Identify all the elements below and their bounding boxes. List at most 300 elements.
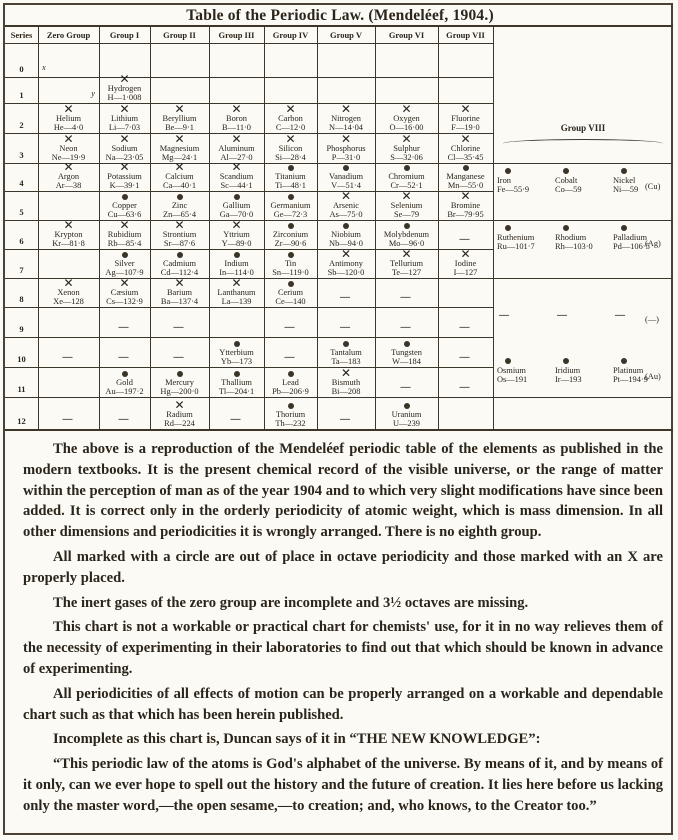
properly-placed-x-icon: ✕: [231, 160, 242, 174]
element-name: Niobium: [331, 230, 361, 239]
element-name: Rubidium: [107, 230, 142, 239]
element-symbol-weight: Al—27·0: [220, 153, 253, 162]
element-cell: [101, 162, 148, 190]
element-cell: [266, 278, 315, 306]
element-cell: [211, 104, 262, 132]
element-cell: [319, 368, 373, 396]
properly-placed-x-icon: ✕: [174, 276, 185, 290]
element-cell: [152, 191, 207, 219]
properly-placed-x-icon: ✕: [460, 132, 471, 146]
element-name: Lithium: [111, 114, 138, 123]
element-name: Iron: [497, 176, 511, 185]
element-symbol-weight: V—51·4: [331, 181, 361, 190]
element-symbol-weight: He—4·0: [53, 123, 84, 132]
out-of-place-circle-icon: [266, 162, 315, 172]
element-name: Argon: [57, 172, 80, 181]
element-name: Tin: [284, 259, 297, 268]
element-cell: [266, 162, 315, 190]
element-name: Barium: [166, 288, 193, 297]
properly-placed-x-icon: ✕: [285, 102, 296, 116]
element-name: Potassium: [107, 172, 142, 181]
element-cell: [555, 357, 582, 384]
element-cell: [266, 104, 315, 132]
paragraph: This chart is not a workable or practical chart for chemists' use, for it in no way relieves them of the necessity of experimenting in their laboratories to find out that which should be known in advance of experimenting.: [23, 619, 663, 677]
properly-placed-x-icon: ✕: [174, 160, 185, 174]
element-symbol-weight: P—31·0: [331, 153, 361, 162]
properly-placed-x-icon: ✕: [63, 132, 74, 146]
properly-placed-x-icon: ✕: [119, 132, 130, 146]
element-symbol-weight: Ge—72·3: [273, 210, 308, 219]
element-name: Cobalt: [555, 176, 578, 185]
element-cell: [555, 167, 582, 194]
out-of-place-circle-icon: [621, 358, 627, 364]
out-of-place-circle-icon: [266, 278, 315, 288]
element-symbol-weight: Rb—85·4: [107, 239, 142, 248]
element-symbol-weight: Zr—90·6: [274, 239, 307, 248]
empty-dash: —: [499, 310, 509, 321]
column-header: Group V: [329, 30, 363, 40]
element-cell: [101, 368, 148, 396]
empty-dash: —: [459, 322, 470, 333]
element-symbol-weight: Te—127: [391, 268, 422, 277]
element-cell: [440, 249, 491, 277]
element-name: Tungsten: [391, 348, 422, 357]
out-of-place-circle-icon: [505, 225, 511, 231]
column-header: Group I: [109, 30, 140, 40]
element-name: Silver: [114, 259, 135, 268]
properly-placed-x-icon: ✕: [460, 102, 471, 116]
properly-placed-x-icon: ✕: [401, 247, 412, 261]
element-symbol-weight: Ag—107·9: [105, 268, 144, 277]
element-symbol-weight: Hg—200·0: [160, 387, 199, 396]
element-cell: [319, 134, 373, 162]
element-symbol-weight: Y—89·0: [221, 239, 252, 248]
out-of-place-circle-icon: [266, 400, 315, 410]
properly-placed-x-icon: ✕: [340, 366, 352, 380]
out-of-place-circle-icon: [621, 168, 627, 174]
element-cell: [266, 400, 315, 428]
series-number: 9: [19, 324, 24, 334]
element-name: Carbon: [278, 114, 303, 123]
paragraph: The inert gases of the zero group are incomplete and 3½ octaves are missing.: [53, 594, 529, 611]
out-of-place-circle-icon: [211, 249, 262, 259]
element-name: Zinc: [171, 201, 188, 210]
properly-placed-x-icon: ✕: [174, 398, 185, 412]
quote: “This periodic law of the atoms is God's alphabet of the universe. By means of it, and by means of it only, can we ever hope to spell out the history and the future of creation. It lies here before us lacking only the master word,—the open sesame,—to creation; and, who knows, to the Creator too.”: [23, 756, 663, 814]
series-number: 10: [17, 354, 26, 364]
element-symbol-weight: Rh—103·0: [555, 242, 593, 251]
out-of-place-circle-icon: [377, 400, 436, 410]
out-of-place-circle-icon: [563, 358, 569, 364]
element-cell: [266, 134, 315, 162]
element-symbol-weight: Sb—120·0: [327, 268, 365, 277]
empty-dash: —: [230, 414, 241, 425]
element-symbol-weight: Zn—65·4: [162, 210, 197, 219]
element-name: Ytterbium: [219, 348, 254, 357]
group8-divider: [493, 163, 673, 164]
element-cell: [152, 104, 207, 132]
element-symbol-weight: Ni—59: [613, 185, 639, 194]
empty-dash: —: [173, 322, 184, 333]
element-name: Beryllium: [162, 114, 197, 123]
element-cell: [40, 104, 97, 132]
element-symbol-weight: Sr—87·6: [163, 239, 196, 248]
element-name: Yttrium: [223, 230, 250, 239]
group8-note: (Ag): [645, 239, 661, 248]
properly-placed-x-icon: ✕: [231, 132, 242, 146]
element-symbol-weight: La—139: [221, 297, 252, 306]
element-symbol-weight: Br—79·95: [447, 210, 484, 219]
element-name: Sulphur: [393, 144, 420, 153]
element-symbol-weight: I—127: [453, 268, 478, 277]
out-of-place-circle-icon: [266, 220, 315, 230]
element-symbol-weight: Cs—132·9: [106, 297, 143, 306]
properly-placed-x-icon: ✕: [460, 247, 471, 261]
element-cell: [613, 167, 638, 194]
element-cell: [211, 134, 262, 162]
element-cell: [319, 191, 373, 219]
element-cell: [377, 249, 436, 277]
element-cell: [440, 104, 491, 132]
properly-placed-x-icon: ✕: [63, 276, 74, 290]
out-of-place-circle-icon: [377, 220, 436, 230]
properly-placed-x-icon: ✕: [119, 160, 130, 174]
series-number: 3: [19, 150, 24, 160]
empty-dash: —: [459, 234, 470, 245]
group8-divider: [493, 397, 673, 398]
element-name: Arsenic: [332, 201, 360, 210]
element-name: Hydrogen: [107, 84, 142, 93]
element-cell: [211, 368, 262, 396]
element-name: Uranium: [391, 410, 422, 419]
properly-placed-x-icon: ✕: [231, 102, 242, 116]
element-name: Strontium: [162, 230, 197, 239]
element-name: Titanium: [275, 172, 306, 181]
element-symbol-weight: Ne—19·9: [51, 153, 86, 162]
empty-dash: —: [459, 382, 470, 393]
element-cell: [266, 368, 315, 396]
group8-note: (—): [645, 315, 659, 324]
element-symbol-weight: O—16·00: [389, 123, 424, 132]
element-name: Magnesium: [159, 144, 200, 153]
column-divider: [375, 25, 376, 429]
out-of-place-circle-icon: [101, 249, 148, 259]
element-name: Nickel: [613, 176, 636, 185]
paragraph: All periodicities of all effects of motion can be properly arranged on a workable and dependable chart such as that which has been herein published.: [23, 685, 663, 723]
element-cell: [40, 162, 97, 190]
column-header: Group II: [163, 30, 196, 40]
element-symbol-weight: H—1·008: [107, 93, 142, 102]
element-cell: [101, 134, 148, 162]
element-cell: [101, 104, 148, 132]
element-name: Vanadium: [329, 172, 363, 181]
series-number: 11: [17, 384, 26, 394]
element-cell: [497, 167, 529, 194]
title-divider: [5, 25, 673, 27]
element-cell: [152, 368, 207, 396]
element-symbol-weight: Ta—183: [331, 357, 361, 366]
element-name: Helium: [55, 114, 82, 123]
element-symbol-weight: Bi—208: [331, 387, 361, 396]
properly-placed-x-icon: ✕: [63, 160, 74, 174]
properly-placed-x-icon: ✕: [174, 102, 185, 116]
element-symbol-weight: Cl—35·45: [447, 153, 484, 162]
element-name: Rhodium: [555, 233, 587, 242]
empty-dash: —: [62, 414, 73, 425]
element-cell: [40, 278, 97, 306]
element-name: Krypton: [54, 230, 83, 239]
element-name: Calcium: [165, 172, 194, 181]
element-symbol-weight: Li—7·03: [108, 123, 141, 132]
element-symbol-weight: N—14·04: [329, 123, 363, 132]
series-number: 5: [19, 207, 24, 217]
out-of-place-circle-icon: [319, 220, 373, 230]
out-of-place-circle-icon: [377, 162, 436, 172]
element-cell: [211, 220, 262, 248]
element-symbol-weight: Pd—106·5: [613, 242, 650, 251]
element-cell: [440, 162, 491, 190]
properly-placed-x-icon: ✕: [119, 218, 130, 232]
empty-dash: —: [340, 414, 350, 425]
column-divider: [264, 25, 265, 429]
element-cell: [101, 191, 148, 219]
element-symbol-weight: Os—191: [497, 375, 528, 384]
element-symbol-weight: Sc—44·1: [220, 181, 253, 190]
element-name: Platinum: [613, 366, 644, 375]
element-symbol-weight: C—12·0: [275, 123, 306, 132]
empty-dash: —: [400, 292, 411, 303]
element-name: Germanium: [270, 201, 311, 210]
element-name: Palladium: [613, 233, 647, 242]
element-name: Silicon: [278, 144, 303, 153]
table-bottom-border: [5, 429, 673, 431]
properly-placed-x-icon: ✕: [63, 218, 74, 232]
out-of-place-circle-icon: [152, 249, 207, 259]
out-of-place-circle-icon: [211, 368, 262, 378]
out-of-place-circle-icon: [266, 191, 315, 201]
empty-dash: —: [284, 352, 295, 363]
column-divider: [317, 25, 318, 429]
row-divider: [5, 307, 493, 308]
out-of-place-circle-icon: [319, 162, 373, 172]
commentary: [23, 439, 663, 821]
series-number: 1: [19, 90, 24, 100]
element-cell: [40, 220, 97, 248]
properly-placed-x-icon: ✕: [340, 247, 352, 261]
empty-dash: —: [62, 352, 73, 363]
element-name: Indium: [224, 259, 249, 268]
element-symbol-weight: Ce—140: [275, 297, 306, 306]
element-symbol-weight: Pb—206·9: [272, 387, 309, 396]
element-symbol-weight: Ti—48·1: [275, 181, 306, 190]
group8-note: (Cu): [645, 182, 661, 191]
series-number: 0: [19, 64, 24, 74]
element-cell: [319, 162, 373, 190]
series-marker: x: [42, 63, 46, 72]
series-number: 6: [19, 236, 24, 246]
element-cell: [497, 224, 535, 251]
row-divider: [5, 397, 493, 398]
element-name: Bismuth: [331, 378, 361, 387]
element-cell: [440, 191, 491, 219]
element-cell: [152, 220, 207, 248]
element-cell: [266, 191, 315, 219]
element-symbol-weight: Ar—38: [55, 181, 82, 190]
out-of-place-circle-icon: [377, 338, 436, 348]
paragraph: Incomplete as this chart is, Duncan says of it in “THE NEW KNOWLEDGE”:: [53, 731, 541, 748]
element-symbol-weight: As—75·0: [329, 210, 363, 219]
element-name: Tellurium: [390, 259, 423, 268]
out-of-place-circle-icon: [319, 338, 373, 348]
element-name: Gallium: [222, 201, 251, 210]
element-cell: [101, 220, 148, 248]
element-cell: [377, 220, 436, 248]
element-name: Osmium: [497, 366, 526, 375]
element-symbol-weight: Cd—112·4: [160, 268, 199, 277]
element-symbol-weight: B—11·0: [221, 123, 251, 132]
series-number: 4: [19, 178, 24, 188]
element-symbol-weight: F—19·0: [451, 123, 480, 132]
out-of-place-circle-icon: [621, 225, 627, 231]
element-name: Antimony: [329, 259, 363, 268]
element-cell: [101, 74, 148, 102]
element-cell: [101, 249, 148, 277]
element-symbol-weight: Xe—128: [53, 297, 84, 306]
empty-dash: —: [284, 322, 295, 333]
element-name: Chlorine: [450, 144, 481, 153]
series-marker: y: [91, 89, 95, 98]
properly-placed-x-icon: ✕: [460, 189, 471, 203]
properly-placed-x-icon: ✕: [63, 102, 74, 116]
element-symbol-weight: Mg—24·1: [161, 153, 198, 162]
properly-placed-x-icon: ✕: [401, 132, 412, 146]
element-cell: [319, 338, 373, 366]
column-header: Group III: [218, 30, 255, 40]
element-symbol-weight: W—184: [392, 357, 421, 366]
out-of-place-circle-icon: [505, 168, 511, 174]
column-divider: [99, 25, 100, 429]
element-name: Ruthenium: [497, 233, 535, 242]
column-divider: [493, 25, 494, 429]
column-header: Group IV: [272, 30, 309, 40]
element-name: Iodine: [454, 259, 477, 268]
properly-placed-x-icon: ✕: [174, 132, 185, 146]
element-cell: [266, 220, 315, 248]
element-name: Gold: [116, 378, 133, 387]
element-name: Tantalum: [330, 348, 362, 357]
element-name: Copper: [112, 201, 137, 210]
element-name: Radium: [166, 410, 193, 419]
out-of-place-circle-icon: [101, 368, 148, 378]
element-name: Phosphorus: [326, 144, 366, 153]
periodic-table-page: [3, 3, 673, 835]
row-divider: [5, 77, 493, 78]
element-cell: [211, 249, 262, 277]
element-name: Aluminum: [218, 144, 255, 153]
element-name: Boron: [226, 114, 247, 123]
out-of-place-circle-icon: [505, 358, 511, 364]
element-symbol-weight: Mo—96·0: [388, 239, 425, 248]
element-symbol-weight: Ca—40·1: [162, 181, 197, 190]
element-cell: [211, 191, 262, 219]
element-cell: [101, 278, 148, 306]
element-symbol-weight: Ir—193: [555, 375, 582, 384]
empty-dash: —: [459, 352, 470, 363]
properly-placed-x-icon: ✕: [231, 218, 242, 232]
group8-divider: [493, 278, 673, 279]
element-symbol-weight: Cu—63·6: [107, 210, 142, 219]
element-symbol-weight: Cr—52·1: [390, 181, 423, 190]
column-header: Zero Group: [46, 30, 91, 40]
out-of-place-circle-icon: [266, 249, 315, 259]
element-symbol-weight: U—239: [393, 419, 420, 428]
properly-placed-x-icon: ✕: [401, 102, 412, 116]
properly-placed-x-icon: ✕: [119, 276, 130, 290]
element-cell: [377, 338, 436, 366]
element-name: Nitrogen: [331, 114, 361, 123]
column-header: Group VII: [446, 30, 485, 40]
element-cell: [152, 134, 207, 162]
properly-placed-x-icon: ✕: [340, 102, 352, 116]
element-name: Iridium: [555, 366, 581, 375]
out-of-place-circle-icon: [563, 168, 569, 174]
element-symbol-weight: Ba—137·4: [160, 297, 199, 306]
element-name: Cadmium: [162, 259, 197, 268]
element-symbol-weight: Mn—55·0: [447, 181, 484, 190]
column-header: Series: [10, 30, 33, 40]
element-cell: [40, 134, 97, 162]
empty-dash: —: [118, 414, 129, 425]
element-name: Xenon: [57, 288, 80, 297]
element-symbol-weight: Th—232: [275, 419, 306, 428]
element-name: Oxygen: [393, 114, 420, 123]
empty-dash: —: [118, 352, 129, 363]
element-cell: [319, 249, 373, 277]
element-name: Chromium: [388, 172, 425, 181]
out-of-place-circle-icon: [211, 191, 262, 201]
properly-placed-x-icon: ✕: [119, 72, 130, 86]
element-symbol-weight: Fe—55·9: [497, 185, 530, 194]
element-name: Lanthanum: [217, 288, 256, 297]
element-name: Bromine: [450, 201, 481, 210]
element-cell: [152, 249, 207, 277]
series-number: 7: [19, 265, 24, 275]
element-name: Selenium: [390, 201, 423, 210]
series-number: 8: [19, 294, 24, 304]
element-symbol-weight: Kr—81·8: [52, 239, 85, 248]
column-divider: [438, 25, 439, 429]
empty-dash: —: [118, 322, 129, 333]
element-name: Cæsium: [110, 288, 139, 297]
element-name: Thallium: [221, 378, 252, 387]
properly-placed-x-icon: ✕: [231, 276, 242, 290]
element-cell: [211, 338, 262, 366]
out-of-place-circle-icon: [152, 191, 207, 201]
empty-dash: —: [557, 310, 567, 321]
element-name: Fluorine: [451, 114, 480, 123]
element-cell: [152, 400, 207, 428]
empty-dash: —: [400, 382, 411, 393]
element-name: Zirconium: [272, 230, 309, 239]
element-cell: [377, 162, 436, 190]
element-cell: [266, 249, 315, 277]
element-symbol-weight: Ru—101·7: [497, 242, 535, 251]
element-symbol-weight: Na—23·05: [105, 153, 144, 162]
paragraph: All marked with a circle are out of place in octave periodicity and those marked with an X are properly placed.: [23, 548, 663, 586]
empty-dash: —: [615, 310, 625, 321]
properly-placed-x-icon: ✕: [174, 218, 185, 232]
element-symbol-weight: Yb—173: [220, 357, 253, 366]
